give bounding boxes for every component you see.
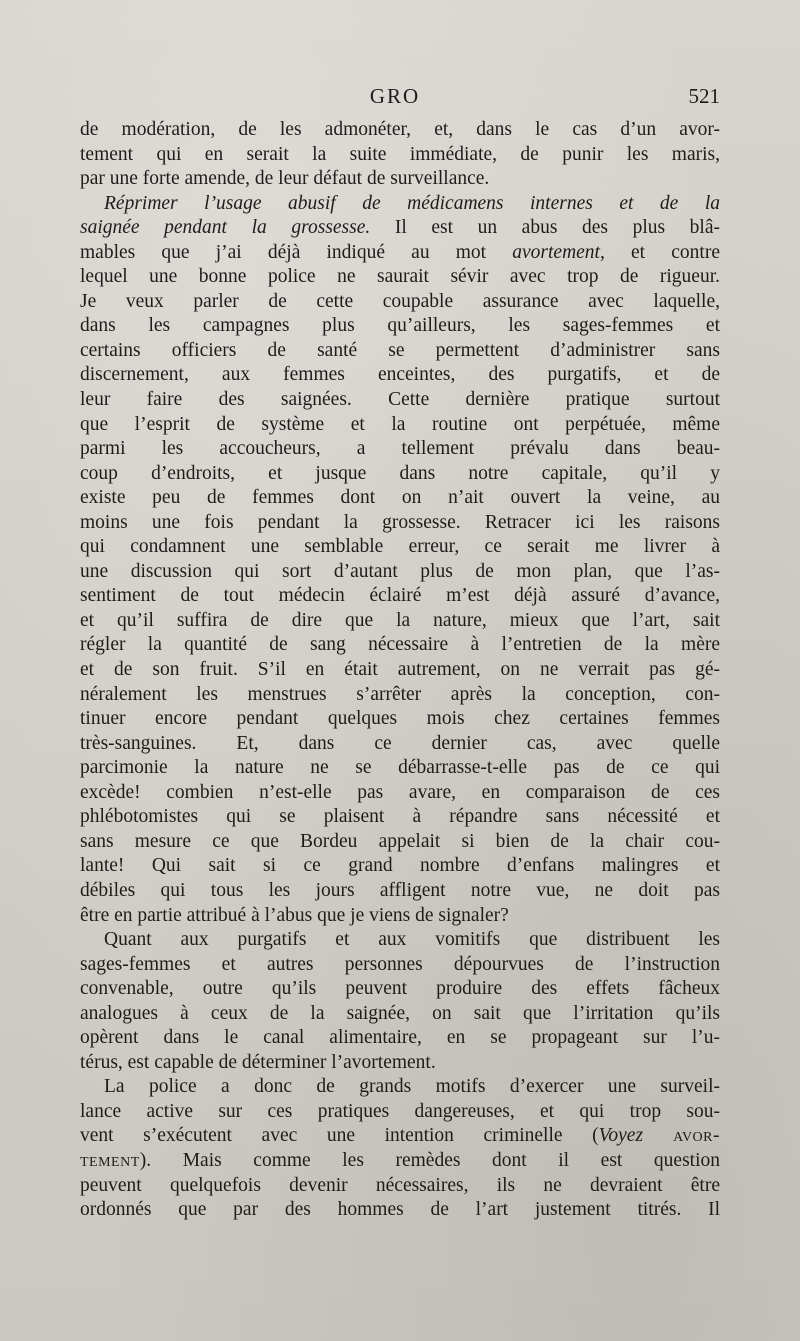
text-line: régler la quantité de sang nécessaire à l’entretien de la mère: [80, 634, 720, 656]
text-line: phlébotomistes qui se plaisent à répandre sans nécessité et: [80, 806, 720, 828]
text-line: tinuer encore pendant quelques mois chez certaines femmes: [80, 708, 720, 730]
italic-heading: Réprimer l’usage abusif de médicamens internes et de la: [104, 192, 720, 214]
text-line: et qu’il suffira de dire que la nature, mieux que l’art, sait: [80, 609, 720, 631]
text-line: être en partie attribué à l’abus que je viens de signaler?: [80, 904, 509, 926]
text-line: de modération, de les admonéter, et, dans le cas d’un avor-: [80, 119, 720, 140]
text-line: térus, est capable de déterminer l’avortement.: [80, 1051, 436, 1073]
text-line: existe peu de femmes dont on n’ait ouvert la veine, au: [80, 487, 720, 509]
text-run: , et contre: [599, 241, 720, 263]
text-line: sages-femmes et autres personnes dépourvues de l’instruction: [80, 953, 720, 975]
text-line: La police a donc de grands motifs d’exercer une surveil-: [104, 1076, 720, 1098]
text-line: Quant aux purgatifs et aux vomitifs que distribuent les: [104, 929, 720, 951]
text-line: [80, 216, 720, 241]
text-run: mables que j’ai déjà indiqué au mot: [80, 241, 513, 263]
text-line: convenable, outre qu’ils peuvent produire des effets fâcheux: [80, 978, 720, 1000]
text-line: et de son fruit. S’il en était autrement, on ne verrait pas gé-: [80, 659, 720, 681]
text-line: parcimonie la nature ne se débarrasse-t-elle pas de ce qui: [80, 757, 720, 779]
small-caps-term: tement: [80, 1149, 140, 1171]
page-number: 521: [688, 84, 720, 108]
text-line: excède! combien n’est-elle pas avare, en comparaison de ces: [80, 781, 720, 803]
text-line: coup d’endroits, et jusque dans notre capitale, qu’il y: [80, 462, 720, 484]
italic-heading: saignée pendant la grossesse.: [80, 217, 371, 239]
text-line: lante! Qui sait si ce grand nombre d’enfans malingres et: [80, 855, 720, 877]
paragraph-1: [80, 118, 720, 192]
text-line: [80, 1149, 720, 1174]
text-run: Il est un abus des plus blâ-: [370, 217, 720, 239]
text-line: néralement les menstrues s’arrêter après la conception, con-: [80, 683, 720, 705]
paragraph-4: [80, 1075, 720, 1222]
text-line: Je veux parler de cette coupable assurance avec laquelle,: [80, 290, 720, 312]
text-line: ordonnés que par des hommes de l’art justement titrés. Il: [80, 1199, 720, 1221]
text-line: [80, 192, 720, 217]
text-line: une discussion qui sort d’autant plus de mon plan, que l’as-: [80, 560, 720, 582]
text-line: leur faire des saignées. Cette dernière pratique surtout: [80, 389, 720, 411]
text-run: vent s’exécutent avec une intention criminelle (: [80, 1125, 599, 1147]
page-header: [78, 84, 720, 114]
text-line: opèrent dans le canal alimentaire, en se propageant sur l’u-: [80, 1027, 720, 1049]
text-line: peuvent quelquefois devenir nécessaires, ils ne devraient être: [80, 1174, 720, 1196]
text-line: discernement, aux femmes enceintes, des purgatifs, et de: [80, 364, 720, 386]
text-line: certains officiers de santé se permettent d’administrer sans: [80, 339, 720, 361]
text-line: sentiment de tout médecin éclairé m’est déjà assuré d’avance,: [80, 585, 720, 607]
text-line: [80, 1124, 720, 1149]
small-caps-term: avor-: [643, 1125, 720, 1147]
text-line: très-sanguines. Et, dans ce dernier cas, avec quelle: [80, 732, 720, 754]
italic-term: Voyez: [598, 1125, 644, 1147]
text-run: ). Mais comme les remèdes dont il est question: [139, 1149, 720, 1171]
text-line: lequel une bonne police ne saurait sévir avec trop de rigueur.: [80, 266, 720, 288]
text-line: [80, 241, 720, 266]
paragraph-2: [80, 192, 720, 928]
text-line: sans mesure ce que Bordeu appelait si bien de la chair cou-: [80, 830, 720, 852]
text-line: moins une fois pendant la grossesse. Retracer ici les raisons: [80, 511, 720, 533]
body-text: [80, 118, 720, 1223]
text-line: lance active sur ces pratiques dangereuses, et qui trop sou-: [80, 1100, 720, 1122]
text-line: que l’esprit de système et la routine ont perpétuée, même: [80, 413, 720, 435]
paragraph-3: [80, 928, 720, 1075]
text-line: dans les campagnes plus qu’ailleurs, les sages-femmes et: [80, 315, 720, 337]
text-line: parmi les accoucheurs, a tellement prévalu dans beau-: [80, 438, 720, 460]
italic-term: avortement: [512, 241, 600, 263]
text-line: tement qui en serait la suite immédiate, de punir les maris,: [80, 143, 720, 165]
text-line: qui condamnent une semblable erreur, ce serait me livrer à: [80, 536, 720, 558]
running-head: GRO: [369, 84, 421, 108]
text-line: analogues à ceux de la saignée, on sait que l’irritation qu’ils: [80, 1002, 720, 1024]
text-line: débiles qui tous les jours affligent notre vue, ne doit pas: [80, 879, 720, 901]
text-line: par une forte amende, de leur défaut de surveillance.: [80, 168, 490, 190]
